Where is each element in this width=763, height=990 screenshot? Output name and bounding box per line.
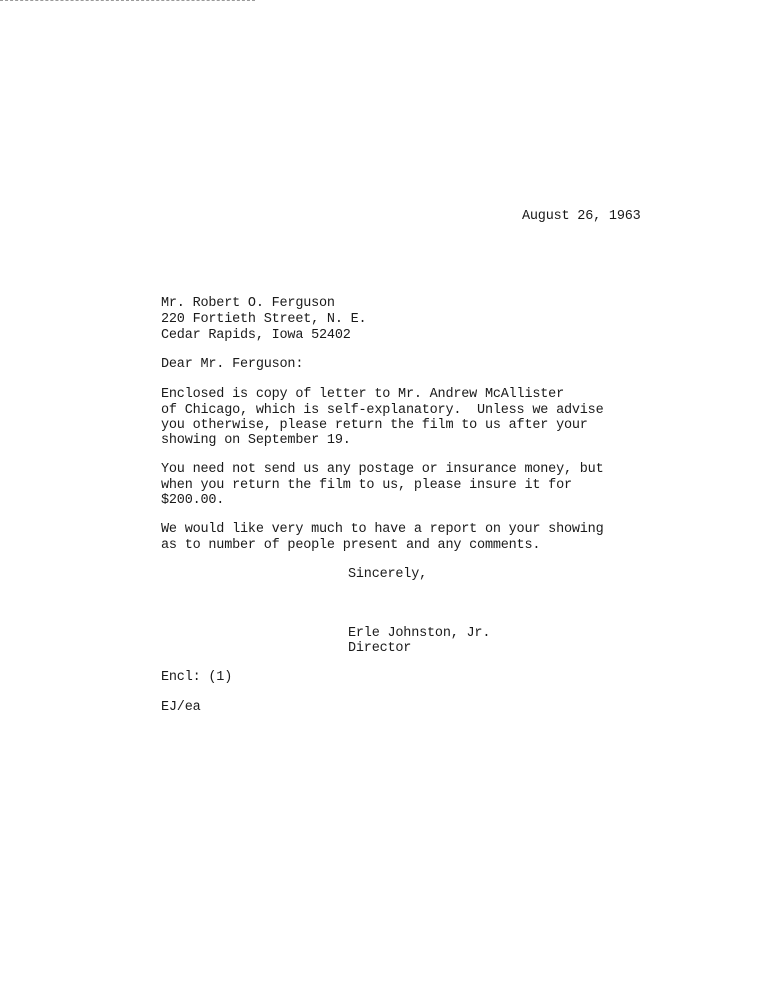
recipient-name: Mr. Robert O. Ferguson [161, 296, 335, 311]
paragraph-line: $200.00. [161, 493, 225, 508]
paragraph-line: Enclosed is copy of letter to Mr. Andrew McAllister [161, 387, 564, 402]
signer-name: Erle Johnston, Jr. [348, 626, 491, 641]
closing: Sincerely, [348, 567, 428, 582]
reference-initials: EJ/ea [161, 700, 201, 715]
signer-title: Director [348, 641, 412, 656]
paragraph-line: We would like very much to have a report on your showing [161, 522, 604, 537]
page-top-edge [0, 0, 255, 1]
letter-date: August 26, 1963 [522, 209, 641, 224]
paragraph-line: when you return the film to us, please insure it for [161, 478, 572, 493]
paragraph-line: showing on September 19. [161, 433, 351, 448]
paragraph-line: You need not send us any postage or insurance money, but [161, 462, 604, 477]
paragraph-line: as to number of people present and any comments. [161, 538, 541, 553]
recipient-city: Cedar Rapids, Iowa 52402 [161, 328, 351, 343]
paragraph-line: you otherwise, please return the film to us after your [161, 418, 588, 433]
paragraph-line: of Chicago, which is self-explanatory. Unless we advise [161, 403, 604, 418]
recipient-street: 220 Fortieth Street, N. E. [161, 312, 367, 327]
enclosure-note: Encl: (1) [161, 670, 233, 685]
salutation: Dear Mr. Ferguson: [161, 357, 304, 372]
